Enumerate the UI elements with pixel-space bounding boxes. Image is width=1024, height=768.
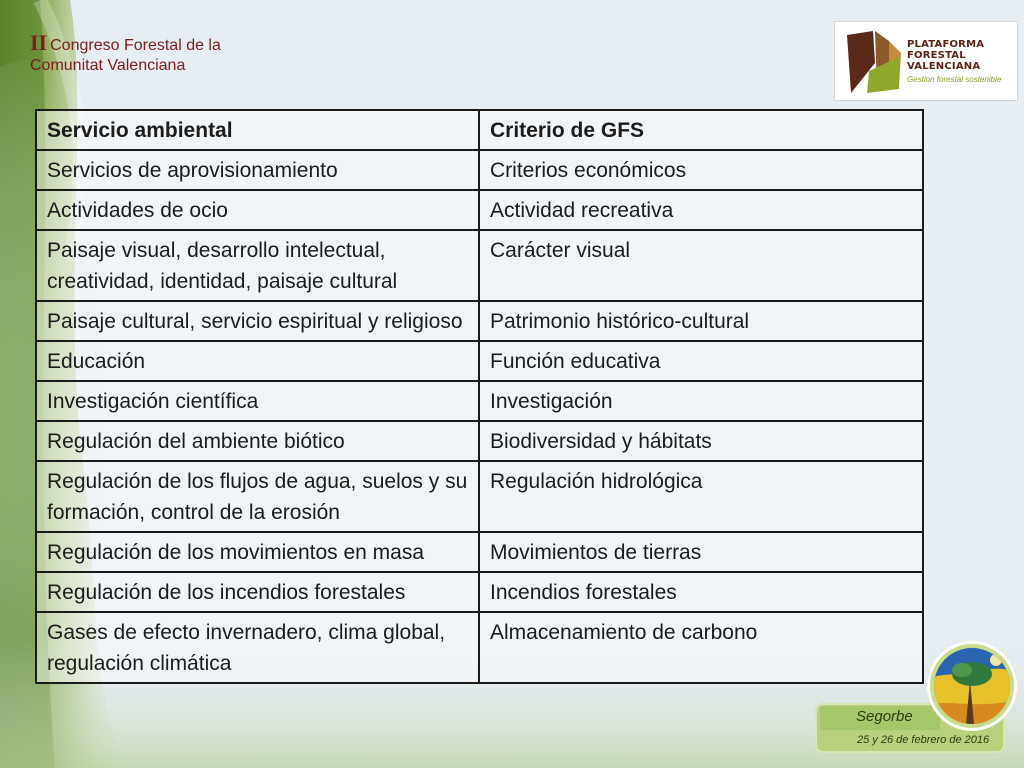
table-row [36, 150, 923, 190]
table-cell-service: Paisaje visual, desarrollo intelectual, creatividad, identidad, paisaje cultural [36, 230, 479, 301]
table-cell-service: Educación [36, 341, 479, 381]
table-cell-criterion: Regulación hidrológica [479, 461, 923, 532]
table-cell-service: Servicios de aprovisionamiento [36, 150, 479, 190]
table-cell-criterion: Investigación [479, 381, 923, 421]
table-row [36, 612, 923, 683]
event-city: Segorbe [856, 708, 913, 725]
logo-line-2: FORESTAL [907, 50, 966, 61]
table-cell-criterion: Biodiversidad y hábitats [479, 421, 923, 461]
table-cell-criterion: Carácter visual [479, 230, 923, 301]
event-title-roman: II [30, 30, 48, 55]
event-title [30, 30, 221, 76]
logo-line-3: VALENCIANA [907, 61, 981, 72]
logo-wordmark [907, 39, 984, 72]
table-cell-criterion: Criterios económicos [479, 150, 923, 190]
services-criteria-table [35, 109, 924, 684]
table-header-row [36, 110, 923, 150]
column-header-service: Servicio ambiental [36, 110, 479, 150]
logo-mark-icon [841, 27, 911, 97]
event-title-line1: Congreso Forestal de la [50, 37, 221, 54]
table-cell-criterion: Movimientos de tierras [479, 532, 923, 572]
column-header-criterion: Criterio de GFS [479, 110, 923, 150]
painting-badge-icon [926, 640, 1018, 732]
table-row [36, 381, 923, 421]
table-row [36, 572, 923, 612]
table-row [36, 301, 923, 341]
table-cell-service: Actividades de ocio [36, 190, 479, 230]
logo-tagline: Gestion forestal sostenible [907, 75, 1002, 84]
table-cell-service: Regulación de los flujos de agua, suelos y su formación, control de la erosión [36, 461, 479, 532]
table-cell-service: Gases de efecto invernadero, clima global, regulación climática [36, 612, 479, 683]
table-cell-criterion: Incendios forestales [479, 572, 923, 612]
table-cell-service: Investigación científica [36, 381, 479, 421]
table-cell-criterion: Función educativa [479, 341, 923, 381]
table-cell-service: Paisaje cultural, servicio espiritual y religioso [36, 301, 479, 341]
table-cell-service: Regulación del ambiente biótico [36, 421, 479, 461]
event-title-line2: Comunitat Valenciana [30, 57, 186, 74]
table-row [36, 461, 923, 532]
event-date: 25 y 26 de febrero de 2016 [857, 734, 990, 746]
table-cell-criterion: Almacenamiento de carbono [479, 612, 923, 683]
table-cell-service: Regulación de los incendios forestales [36, 572, 479, 612]
logo-line-1: PLATAFORMA [907, 39, 985, 50]
table-row [36, 230, 923, 301]
organization-logo [834, 21, 1018, 101]
table-row [36, 341, 923, 381]
table-cell-service: Regulación de los movimientos en masa [36, 532, 479, 572]
table-cell-criterion: Actividad recreativa [479, 190, 923, 230]
table-row [36, 190, 923, 230]
table-row [36, 421, 923, 461]
table-row [36, 532, 923, 572]
table-cell-criterion: Patrimonio histórico-cultural [479, 301, 923, 341]
